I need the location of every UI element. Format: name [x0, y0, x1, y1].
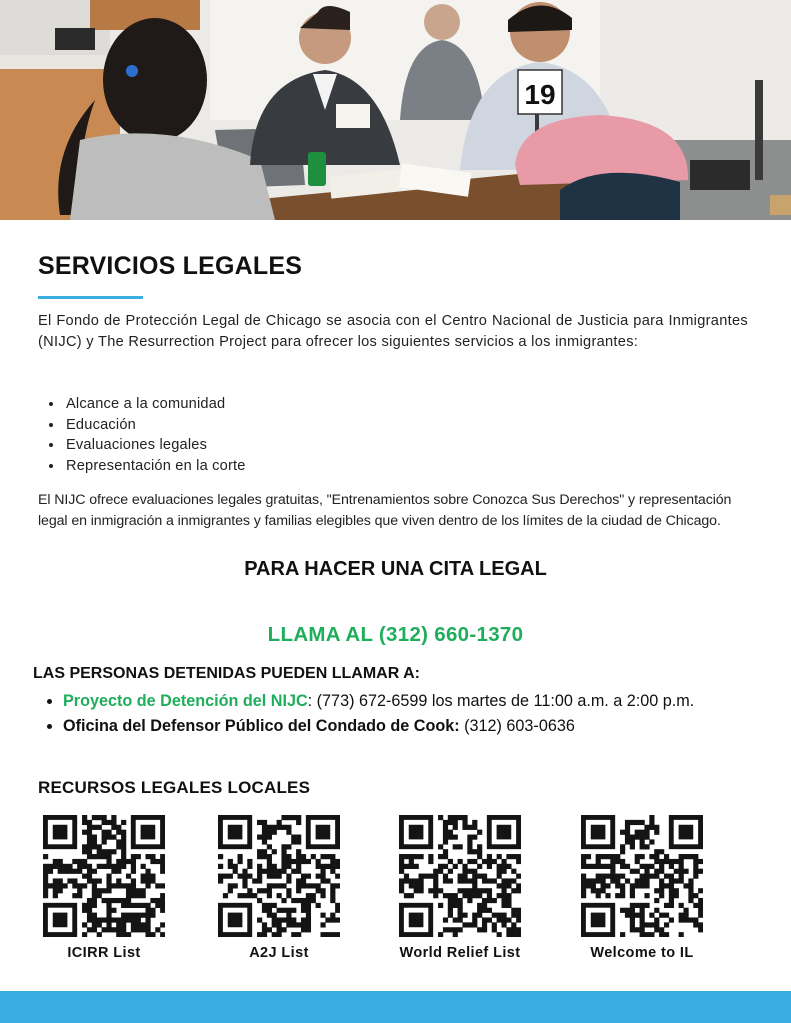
qr-label: ICIRR List — [67, 945, 141, 961]
list-item: • Alcance a la comunidad — [64, 394, 246, 415]
contact-detail: : (773) 672-6599 los martes de 11:00 a.m. a 2:00 p.m. — [307, 692, 695, 710]
detained-heading: LAS PERSONAS DETENIDAS PUEDEN LLAMAR A: — [33, 665, 420, 682]
title-underline — [38, 296, 143, 299]
contact-name: Oficina del Defensor Público del Condado de Cook: — [63, 717, 460, 735]
intro-paragraph: El Fondo de Protección Legal de Chicago se asocia con el Centro Nacional de Justicia para Inmigrantes (NIJC) y The Resurrection Project para ofrecer los siguientes servicios a los inmigrantes: — [38, 313, 748, 350]
contact-detail: (312) 603-0636 — [459, 717, 575, 735]
qr-label: World Relief List — [399, 945, 521, 961]
resources-heading: RECURSOS LEGALES LOCALES — [38, 778, 311, 797]
detained-contacts-list — [38, 689, 694, 739]
resource-card-a2j[interactable] — [204, 815, 354, 961]
resource-card-world-relief[interactable] — [385, 815, 535, 961]
resource-card-icirr[interactable] — [29, 815, 179, 961]
resource-card-welcome-il[interactable] — [567, 815, 717, 961]
page-title: SERVICIOS LEGALES — [38, 252, 303, 280]
qr-label: A2J List — [249, 945, 309, 961]
footer-bar — [0, 991, 791, 1023]
qr-code-icon[interactable] — [43, 815, 165, 937]
qr-label: Welcome to IL — [590, 945, 694, 961]
list-item: • Evaluaciones legales — [64, 435, 246, 456]
services-list — [38, 394, 246, 476]
list-item: • Educación — [64, 415, 246, 436]
nijc-paragraph: El NIJC ofrece evaluaciones legales gratuitas, "Entrenamientos sobre Conozca Sus Derechos" y representación legal en inmigración a inmigrantes y familias elegibles que viven dentro de los límites de la ciudad de Chicago. — [38, 492, 732, 529]
list-item: • Representación en la corte — [64, 456, 246, 477]
qr-code-icon[interactable] — [218, 815, 340, 937]
table-number: 19 — [524, 79, 556, 110]
appointment-heading: PARA HACER UNA CITA LEGAL — [244, 558, 547, 580]
qr-code-icon[interactable] — [581, 815, 703, 937]
nijc-detention-project-link[interactable]: Proyecto de Detención del NIJC — [63, 692, 308, 710]
qr-code-icon[interactable] — [399, 815, 521, 937]
list-item — [63, 689, 694, 714]
call-phone-line[interactable]: LLAMA AL (312) 660-1370 — [267, 623, 524, 646]
list-item — [63, 714, 694, 739]
meeting-photo — [0, 0, 791, 220]
